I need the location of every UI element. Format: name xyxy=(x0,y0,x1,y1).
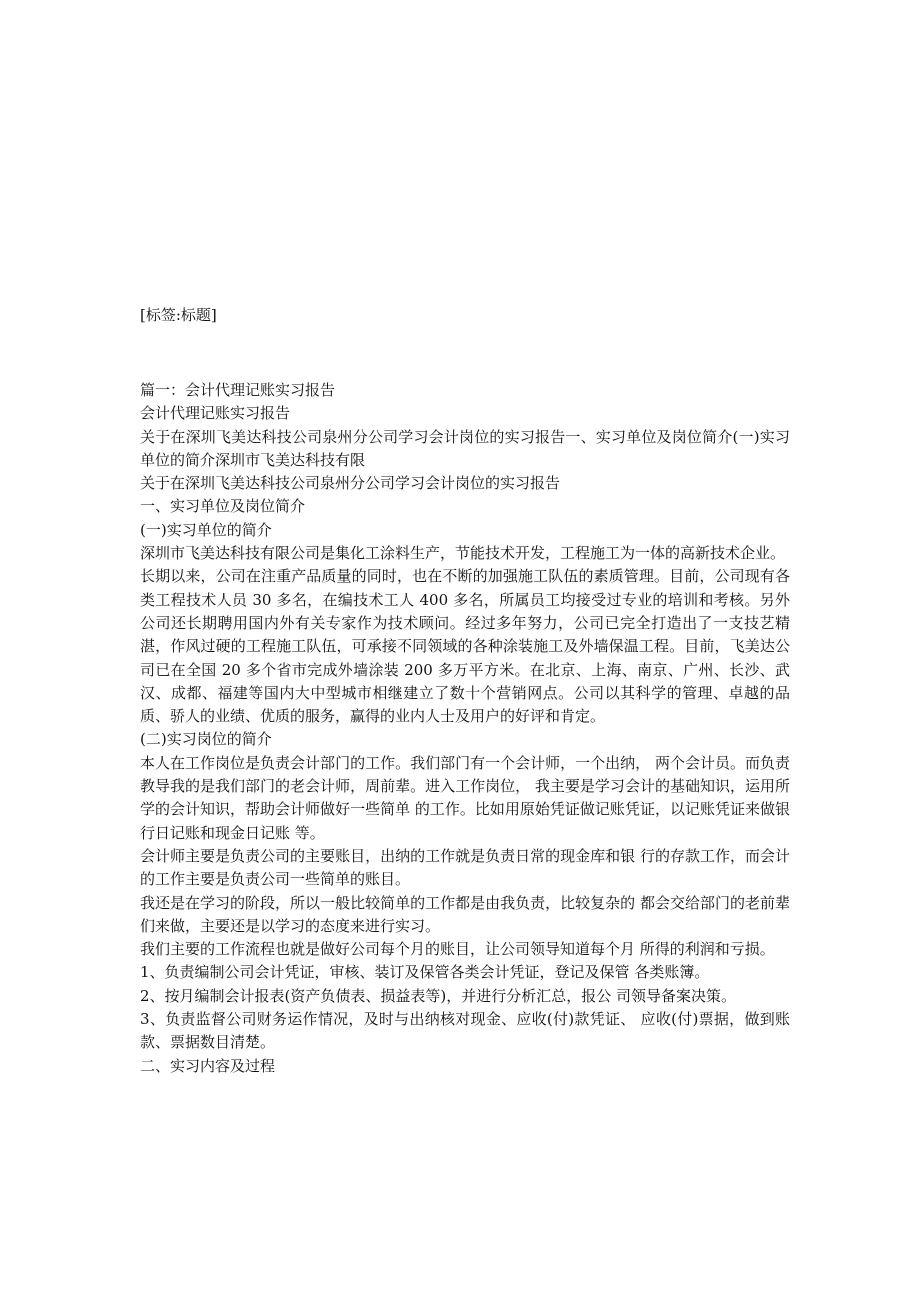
report-subtitle: 关于在深圳飞美达科技公司泉州分公司学习会计岗位的实习报告 xyxy=(140,474,561,493)
subheading-position: (二)实习岗位的简介 xyxy=(140,730,272,749)
tag-label: [标签:标题] xyxy=(140,306,217,324)
paragraph-workflow: 我们主要的工作流程也就是做好公司每个月的账目，让公司领导知道每个月 所得的利润和亏损。 xyxy=(140,940,775,959)
list-item-3: 3、负责监督公司财务运作情况，及时与出纳核对现金、应收(付)款凭证、 应收(付)票据，做到账款、票据数目清楚。 xyxy=(140,1010,790,1052)
report-title: 会计代理记账实习报告 xyxy=(140,404,291,423)
paragraph-accountant-duties: 会计师主要是负责公司的主要账目，出纳的工作就是负责日常的现金库和银 行的存款工作，而会计的工作主要是负责公司一些简单的账目。 xyxy=(140,846,790,889)
list-item-2: 2、按月编制会计报表(资产负债表、损益表等)，并进行分析汇总，报公 司领导备案决策。 xyxy=(140,986,737,1005)
subheading-unit: (一)实习单位的简介 xyxy=(140,520,272,539)
report-body xyxy=(140,379,790,1078)
paragraph-position-intro: 本人在工作岗位是负责会计部门的工作。我们部门有一个会计师，一个出纳， 两个会计员。而负责教导我的是我们部门的老会计师，周前辈。进入工作岗位， 我主要是学习会计的基础知识，运用所学的会计知识，帮助会计师做好一些简单 的工作。比如用原始凭证做记账凭证，以记账凭证来做银行日记账和现金日记账 等。 xyxy=(140,753,790,842)
list-item-1: 1、负责编制公司会计凭证，审核、装订及保管各类会计凭证，登记及保管 各类账簿。 xyxy=(140,963,710,982)
summary-paragraph: 关于在深圳飞美达科技公司泉州分公司学习会计岗位的实习报告一、实习单位及岗位简介(一)实习单位的简介深圳市飞美达科技有限 xyxy=(140,427,790,469)
paragraph-learning-stage: 我还是在学习的阶段，所以一般比较简单的工作都是由我负责，比较复杂的 都会交给部门的老前辈们来做，主要还是以学习的态度来进行实习。 xyxy=(140,893,790,935)
chapter-heading-1: 一、实习单位及岗位简介 xyxy=(140,497,306,516)
section-heading: 篇一：会计代理记账实习报告 xyxy=(140,381,336,399)
chapter-heading-2: 二、实习内容及过程 xyxy=(140,1056,276,1075)
paragraph-company-history: 长期以来，公司在注重产品质量的同时，也在不断的加强施工队伍的素质管理。目前，公司现有各类工程技术人员 30 多名，在编技术工人 400 多名，所属员工均接受过专业的培训和考核。另外公司还长期聘用国内外有关专家作为技术顾问。经过多年努力，公司已完全打造出了一支技艺精湛，作风过硬的工程施工队伍，可承接不同领域的各种涂装施工及外墙保温工程。目前，飞美达公司已在全国 20 多个省市完成外墙涂装 200 多万平方米。在北京、上海、南京、广州、长沙、武汉、成都、福建等国内大中型城市相继建立了数十个营销网点。公司以其科学的管理、卓越的品质、骄人的业绩、优质的服务，赢得的业内人士及用户的好评和肯定。 xyxy=(140,567,790,726)
paragraph-company-intro: 深圳市飞美达科技有限公司是集化工涂料生产，节能技术开发，工程施工为一体的高新技术企业。 xyxy=(140,544,786,563)
